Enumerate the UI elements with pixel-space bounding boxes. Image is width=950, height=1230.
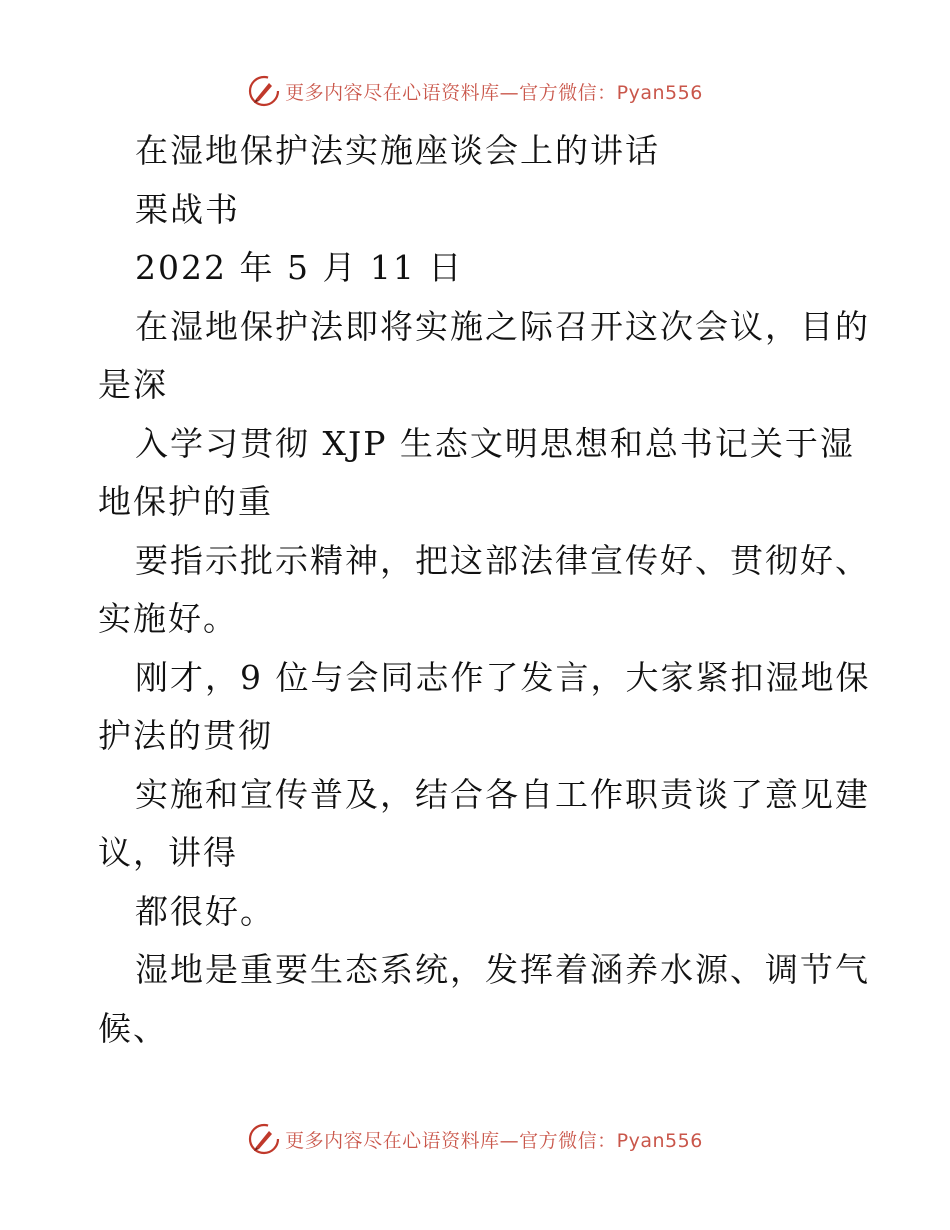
text-line: 刚才，9 位与会同志作了发言，大家紧扣湿地保 (135, 657, 871, 697)
text-line: 湿地是重要生态系统，发挥着涵养水源、调节气 (135, 950, 870, 989)
document-body (98, 122, 871, 1058)
text-line: 都很好。 (135, 891, 275, 931)
text-line: 护法的贯彻 (98, 716, 273, 755)
footer-banner (0, 1119, 950, 1159)
text-line: 实施和宣传普及，结合各自工作职责谈了意见建 (135, 774, 870, 814)
document-title: 在湿地保护法实施座谈会上的讲话 (135, 131, 660, 170)
quill-pen-logo-icon (247, 74, 281, 108)
text-line: 议，讲得 (98, 833, 238, 872)
document-date: 2022 年 5 月 11 日 (135, 248, 464, 287)
text-line: 要指示批示精神，把这部法律宣传好、贯彻好、 (135, 540, 870, 580)
text-line: 是深 (98, 365, 168, 404)
header-banner (0, 71, 950, 111)
text-line: 在湿地保护法即将实施之际召开这次会议，目的 (135, 306, 870, 346)
text-line: 地保护的重 (98, 482, 273, 521)
quill-pen-logo-icon (247, 1122, 281, 1156)
header-banner-text: 更多内容尽在心语资料库—官方微信：Pyan556 (285, 81, 703, 104)
footer-banner-text: 更多内容尽在心语资料库—官方微信：Pyan556 (285, 1129, 703, 1152)
text-line: 实施好。 (98, 599, 238, 638)
text-line: 候、 (98, 1008, 168, 1048)
document-author: 栗战书 (135, 189, 240, 229)
text-line: 入学习贯彻 XJP 生态文明思想和总书记关于湿 (135, 423, 855, 463)
